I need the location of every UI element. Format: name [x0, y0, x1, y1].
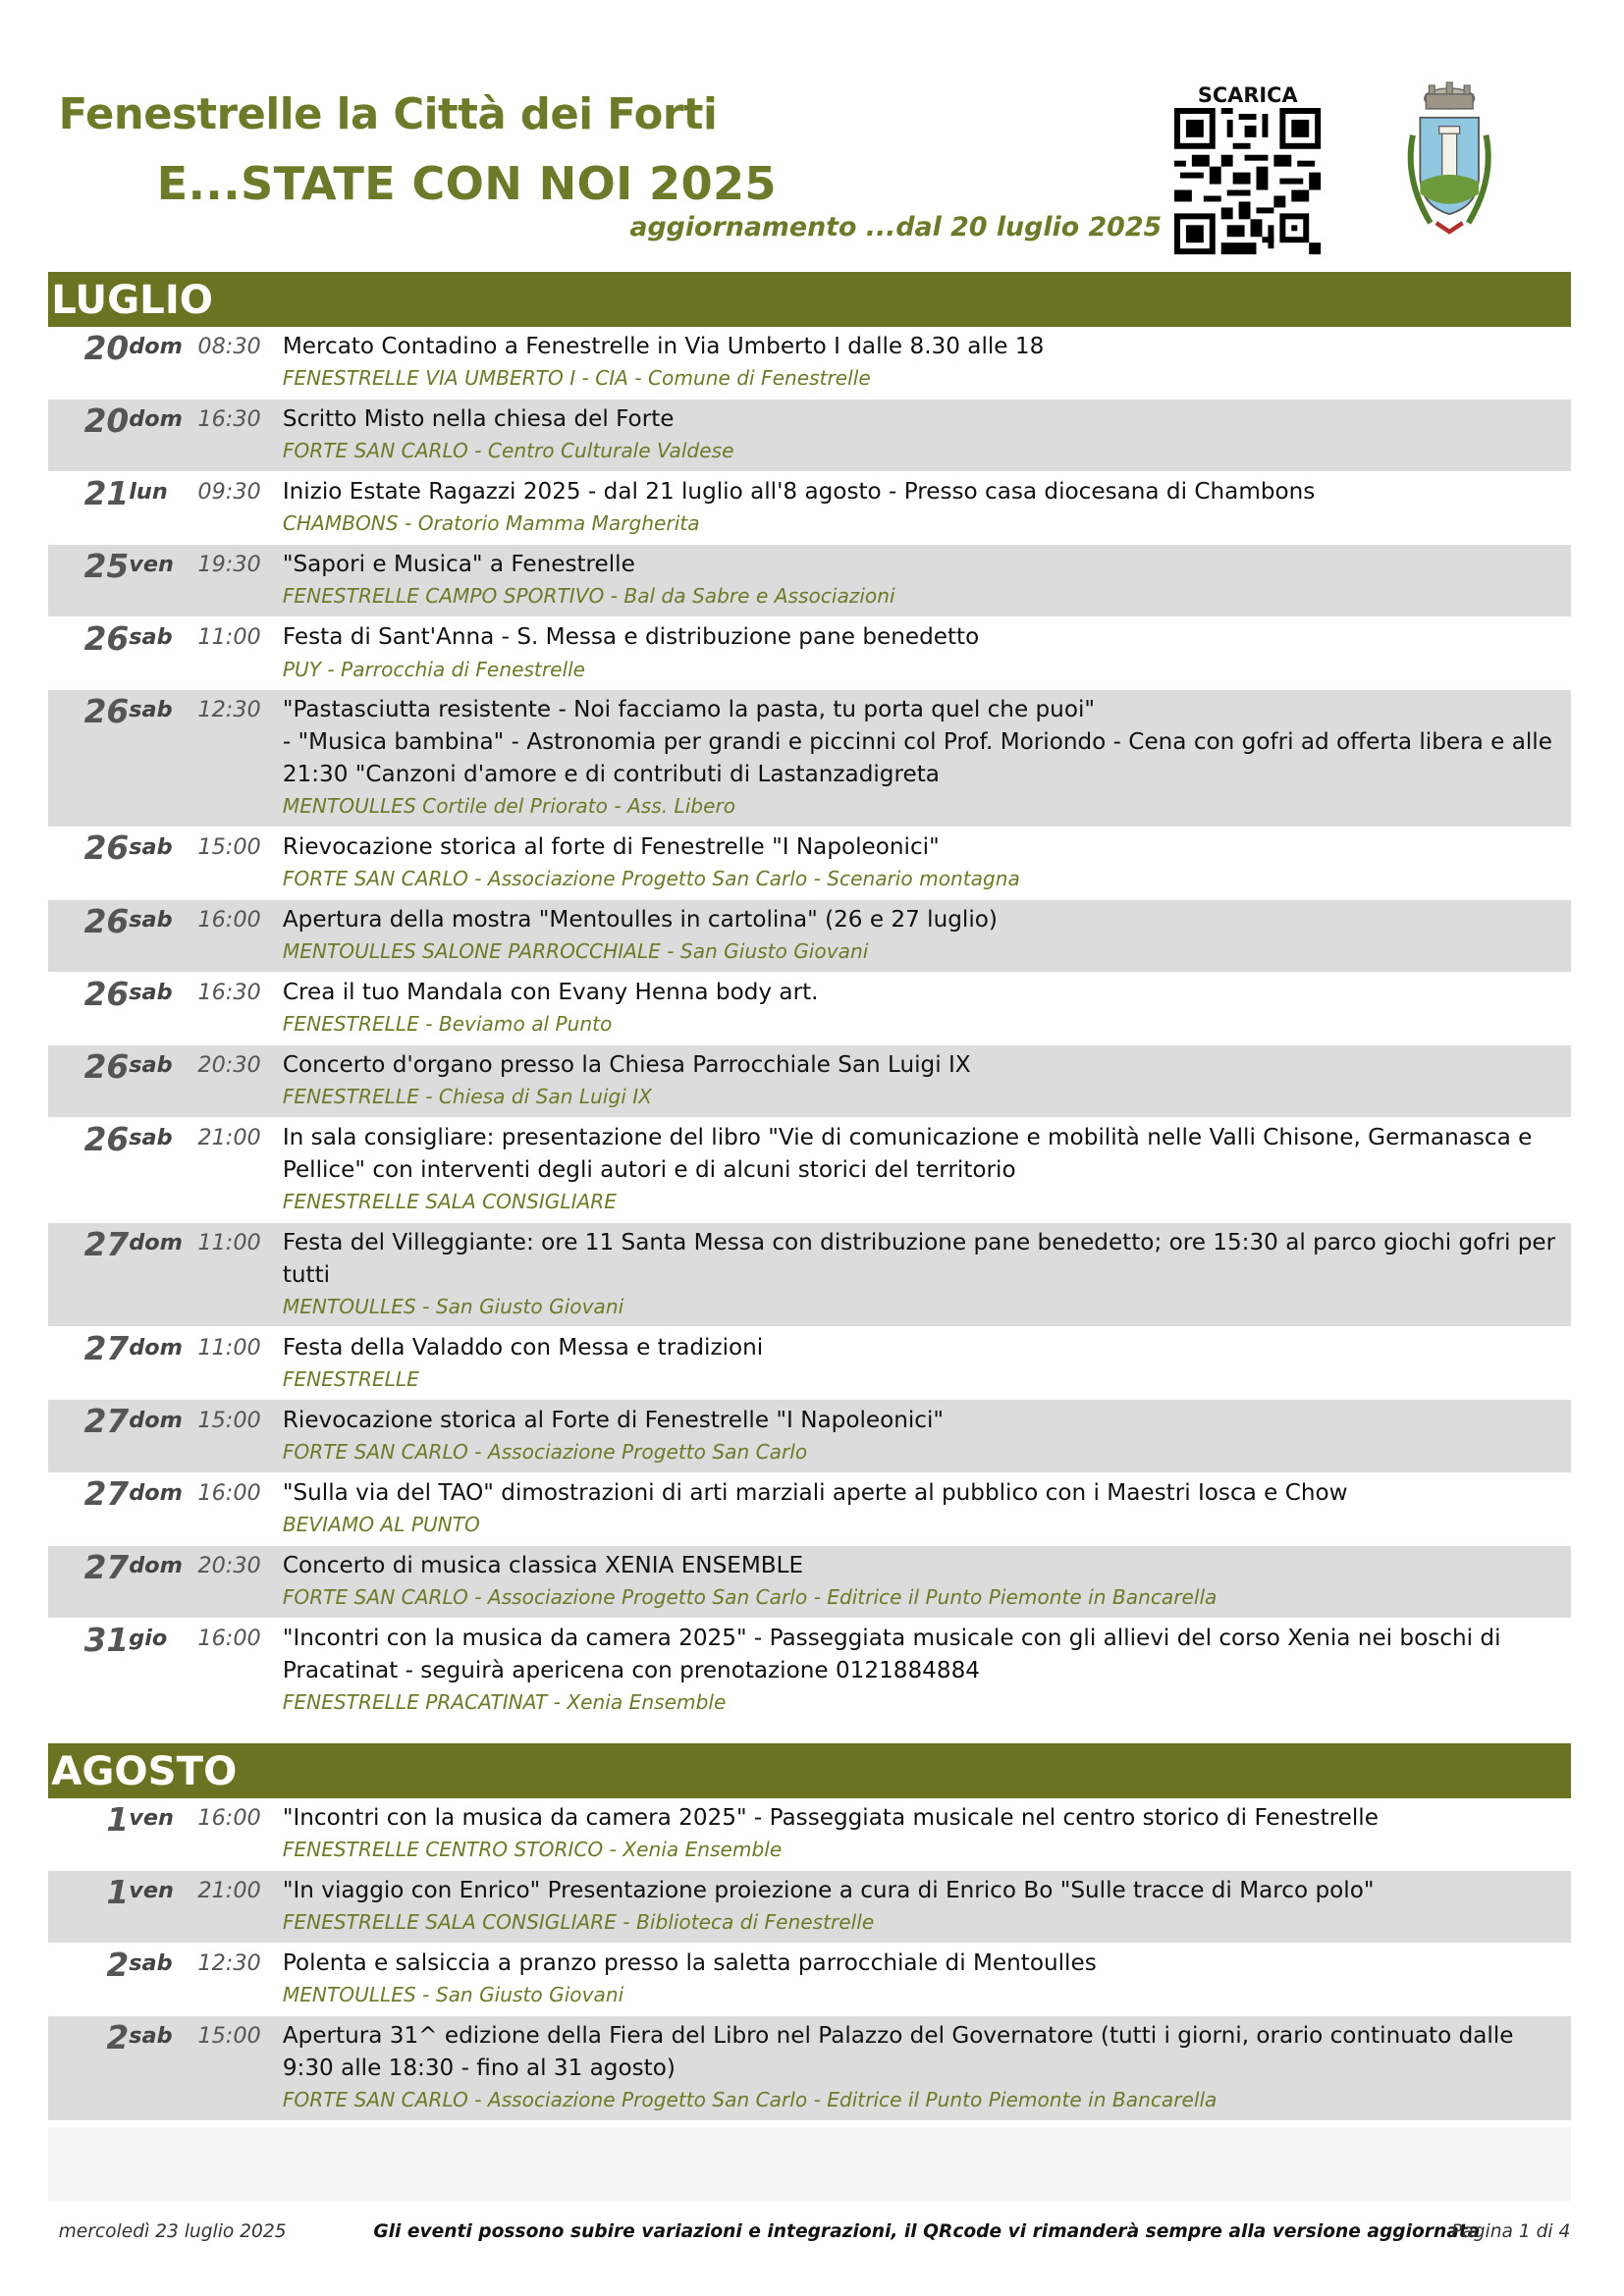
event-description: Crea il tuo Mandala con Evany Henna body art. [282, 980, 819, 1006]
event-row [48, 1118, 1571, 1223]
event-location: FENESTRELLE - Chiesa di San Luigi IX [282, 1085, 652, 1109]
event-day: 27 [83, 1548, 130, 1586]
event-time: 11:00 [197, 1230, 261, 1255]
event-weekday: sab [129, 907, 173, 933]
event-time: 16:00 [197, 1805, 261, 1831]
event-row [48, 900, 1571, 973]
event-day: 26 [83, 692, 130, 730]
event-time: 16:30 [197, 980, 261, 1006]
event-weekday: dom [129, 1479, 183, 1506]
event-day: 2 [106, 1946, 130, 1984]
event-location: MENTOULLES Cortile del Priorato - Ass. Libero [282, 794, 736, 819]
coat-of-arms-icon [1398, 77, 1500, 240]
luglio-event-list [48, 327, 1571, 1724]
event-weekday: dom [129, 406, 183, 433]
event-time: 15:00 [197, 833, 261, 860]
event-location: FENESTRELLE VIA UMBERTO I - CIA - Comune di Fenestrelle [282, 366, 871, 391]
event-row [48, 1798, 1571, 1871]
event-row [48, 472, 1571, 545]
event-weekday: sab [129, 1950, 173, 1977]
event-location: FENESTRELLE CENTRO STORICO - Xenia Ensemble [282, 1838, 783, 1862]
month-header-agosto: AGOSTO [48, 1743, 1571, 1797]
event-row [48, 1473, 1571, 1546]
page-bottom-area [48, 2127, 1571, 2201]
update-note: aggiornamento ...dal 20 luglio 2025 [629, 212, 1163, 243]
event-weekday: gio [129, 1626, 168, 1652]
event-time: 20:30 [197, 1553, 261, 1578]
event-day: 31 [83, 1621, 130, 1659]
event-description: "In viaggio con Enrico" Presentazione proiezione a cura di Enrico Bo "Sulle tracce di Marco polo" [282, 1878, 1375, 1904]
event-time: 11:00 [197, 624, 261, 651]
event-location: CHAMBONS - Oratorio Mamma Margherita [282, 511, 700, 536]
event-time: 16:00 [197, 907, 261, 933]
event-time: 20:30 [197, 1052, 261, 1079]
event-day: 21 [83, 474, 130, 512]
event-day: 27 [83, 1330, 130, 1368]
event-time: 15:00 [197, 2023, 261, 2050]
event-location: FORTE SAN CARLO - Centro Culturale Valdese [282, 439, 734, 463]
event-row [48, 973, 1571, 1045]
event-location: MENTOULLES - San Giusto Giovani [282, 1983, 624, 2007]
event-description: Festa della Valaddo con Messa e tradizioni [282, 1334, 764, 1361]
event-weekday: sab [129, 2023, 173, 2050]
event-description: "Sapori e Musica" a Fenestrelle [282, 552, 635, 578]
event-weekday: sab [129, 833, 173, 860]
event-weekday: dom [129, 334, 183, 360]
event-time: 21:00 [197, 1125, 261, 1151]
event-time: 16:00 [197, 1626, 261, 1652]
event-day: 26 [83, 902, 130, 940]
event-weekday: dom [129, 1230, 183, 1255]
agosto-event-list [48, 1798, 1571, 2121]
event-day: 26 [83, 829, 130, 868]
event-description: Concerto di musica classica XENIA ENSEMBLE [282, 1553, 804, 1578]
event-description: Apertura della mostra "Mentoulles in cartolina" (26 e 27 luglio) [282, 907, 998, 933]
event-location: FENESTRELLE - Beviamo al Punto [282, 1012, 613, 1037]
event-location: PUY - Parrocchia di Fenestrelle [282, 657, 586, 681]
event-time: 21:00 [197, 1878, 261, 1904]
event-description: Scritto Misto nella chiesa del Forte [282, 406, 675, 433]
month-header-luglio: LUGLIO [48, 272, 1571, 326]
event-description: "Incontri con la musica da camera 2025" - Passeggiata musicale con gli allievi del corso Xenia nei boschi di Pracatinat - seguirà apericena con prenotazione 0121884884 [282, 1626, 1501, 1683]
event-time: 11:00 [197, 1334, 261, 1361]
event-row [48, 327, 1571, 400]
event-description: Inizio Estate Ragazzi 2025 - dal 21 luglio all'8 agosto - Presso casa diocesana di Chambons [282, 479, 1316, 506]
event-time: 16:30 [197, 406, 261, 433]
event-row [48, 828, 1571, 900]
event-location: FENESTRELLE SALA CONSIGLIARE [282, 1190, 617, 1214]
event-weekday: sab [129, 1125, 173, 1151]
event-description: Rievocazione storica al forte di Fenestrelle "I Napoleonici" [282, 833, 940, 860]
event-time: 12:30 [197, 697, 261, 723]
event-weekday: dom [129, 1334, 183, 1361]
event-day: 1 [106, 1873, 130, 1911]
event-row [48, 1400, 1571, 1472]
event-row [48, 617, 1571, 690]
event-location: FORTE SAN CARLO - Associazione Progetto San Carlo [282, 1440, 808, 1465]
event-day: 2 [106, 2018, 130, 2056]
event-description: "Incontri con la musica da camera 2025" - Passeggiata musicale nel centro storico di Fenestrelle [282, 1805, 1379, 1831]
event-weekday: sab [129, 624, 173, 651]
event-day: 26 [83, 1047, 130, 1086]
event-location: FENESTRELLE [282, 1367, 419, 1392]
event-row [48, 690, 1571, 828]
event-description: Mercato Contadino a Fenestrelle in Via Umberto I dalle 8.30 alle 18 [282, 334, 1045, 360]
event-weekday: sab [129, 697, 173, 723]
event-weekday: dom [129, 1553, 183, 1578]
event-location: FENESTRELLE CAMPO SPORTIVO - Bal da Sabre e Associazioni [282, 584, 895, 609]
event-description: Apertura 31^ edizione della Fiera del Libro nel Palazzo del Governatore (tutti i giorni, orario continuato dalle 9:30 alle 18:30 - fino al 31 agosto) [282, 2023, 1514, 2081]
event-description: "Sulla via del TAO" dimostrazioni di arti marziali aperte al pubblico con i Maestri Iosca e Chow [282, 1479, 1348, 1506]
footer-note: Gli eventi possono subire variazioni e integrazioni, il QRcode vi rimanderà sempre alla versione aggiornata [373, 2220, 1481, 2242]
event-weekday: sab [129, 980, 173, 1006]
event-day: 27 [83, 1403, 130, 1441]
event-row [48, 1546, 1571, 1619]
event-day: 20 [83, 401, 130, 440]
event-day: 26 [83, 975, 130, 1013]
event-time: 09:30 [197, 479, 261, 506]
page-title: Fenestrelle la Città dei Forti [58, 90, 718, 140]
event-location: BEVIAMO AL PUNTO [282, 1513, 480, 1537]
page-subtitle-event-name: E...STATE CON NOI 2025 [156, 156, 777, 210]
event-time: 16:00 [197, 1479, 261, 1506]
event-weekday: sab [129, 1052, 173, 1079]
footer-date: mercoledì 23 luglio 2025 [58, 2220, 287, 2242]
event-description: Rievocazione storica al Forte di Fenestrelle "I Napoleonici" [282, 1407, 945, 1433]
event-day: 27 [83, 1225, 130, 1263]
event-time: 12:30 [197, 1950, 261, 1977]
event-row [48, 1871, 1571, 1944]
event-description: "Pastasciutta resistente - Noi facciamo la pasta, tu porta quel che puoi" - "Musica bambina" - Astronomia per grandi e piccinni col Prof. Moriondo - Cena con gofri ad offerta libera e alle 21:30 "Canzoni d'amore e di contributi di Lastanzadigreta [282, 697, 1552, 787]
event-row [48, 1327, 1571, 1400]
event-row [48, 545, 1571, 617]
qr-download-label: SCARICA [1197, 83, 1298, 107]
event-row [48, 1045, 1571, 1118]
event-row [48, 400, 1571, 472]
event-day: 26 [83, 1120, 130, 1158]
event-weekday: lun [129, 479, 168, 506]
event-time: 15:00 [197, 1407, 261, 1433]
event-description: Festa di Sant'Anna - S. Messa e distribuzione pane benedetto [282, 624, 980, 651]
footer-page-number: Pagina 1 di 4 [1451, 2220, 1571, 2242]
event-description: Polenta e salsiccia a pranzo presso la saletta parrocchiale di Mentoulles [282, 1950, 1097, 1977]
event-time: 19:30 [197, 552, 261, 578]
event-location: FORTE SAN CARLO - Associazione Progetto San Carlo - Editrice il Punto Piemonte in Bancarella [282, 1585, 1218, 1610]
event-weekday: ven [129, 1805, 174, 1831]
event-day: 1 [106, 1800, 130, 1839]
event-location: FENESTRELLE PRACATINAT - Xenia Ensemble [282, 1690, 727, 1715]
event-location: FENESTRELLE SALA CONSIGLIARE - Biblioteca di Fenestrelle [282, 1910, 875, 1935]
event-day: 20 [83, 329, 130, 367]
event-location: FORTE SAN CARLO - Associazione Progetto San Carlo - Editrice il Punto Piemonte in Bancarella [282, 2088, 1218, 2112]
event-location: MENTOULLES - San Giusto Giovani [282, 1295, 624, 1319]
event-weekday: ven [129, 1878, 174, 1904]
event-location: MENTOULLES SALONE PARROCCHIALE - San Giusto Giovani [282, 939, 869, 964]
event-description: In sala consigliare: presentazione del libro "Vie di comunicazione e mobilità nelle Valli Chisone, Germanasca e Pellice" con interventi degli autori e di alcuni storici del territorio [282, 1125, 1533, 1183]
event-day: 27 [83, 1475, 130, 1514]
event-row [48, 1223, 1571, 1328]
event-day: 26 [83, 619, 130, 658]
event-row [48, 1619, 1571, 1724]
event-location: FORTE SAN CARLO - Associazione Progetto San Carlo - Scenario montagna [282, 867, 1020, 891]
event-row [48, 2016, 1571, 2121]
event-weekday: dom [129, 1407, 183, 1433]
event-day: 25 [83, 547, 130, 585]
event-time: 08:30 [197, 334, 261, 360]
event-row [48, 1944, 1571, 2016]
event-weekday: ven [129, 552, 174, 578]
event-description: Concerto d'organo presso la Chiesa Parrocchiale San Luigi IX [282, 1052, 971, 1079]
event-description: Festa del Villeggiante: ore 11 Santa Messa con distribuzione pane benedetto; ore 15:30 al parco giochi gofri per tutti [282, 1230, 1556, 1288]
qr-code-icon[interactable] [1171, 108, 1324, 254]
